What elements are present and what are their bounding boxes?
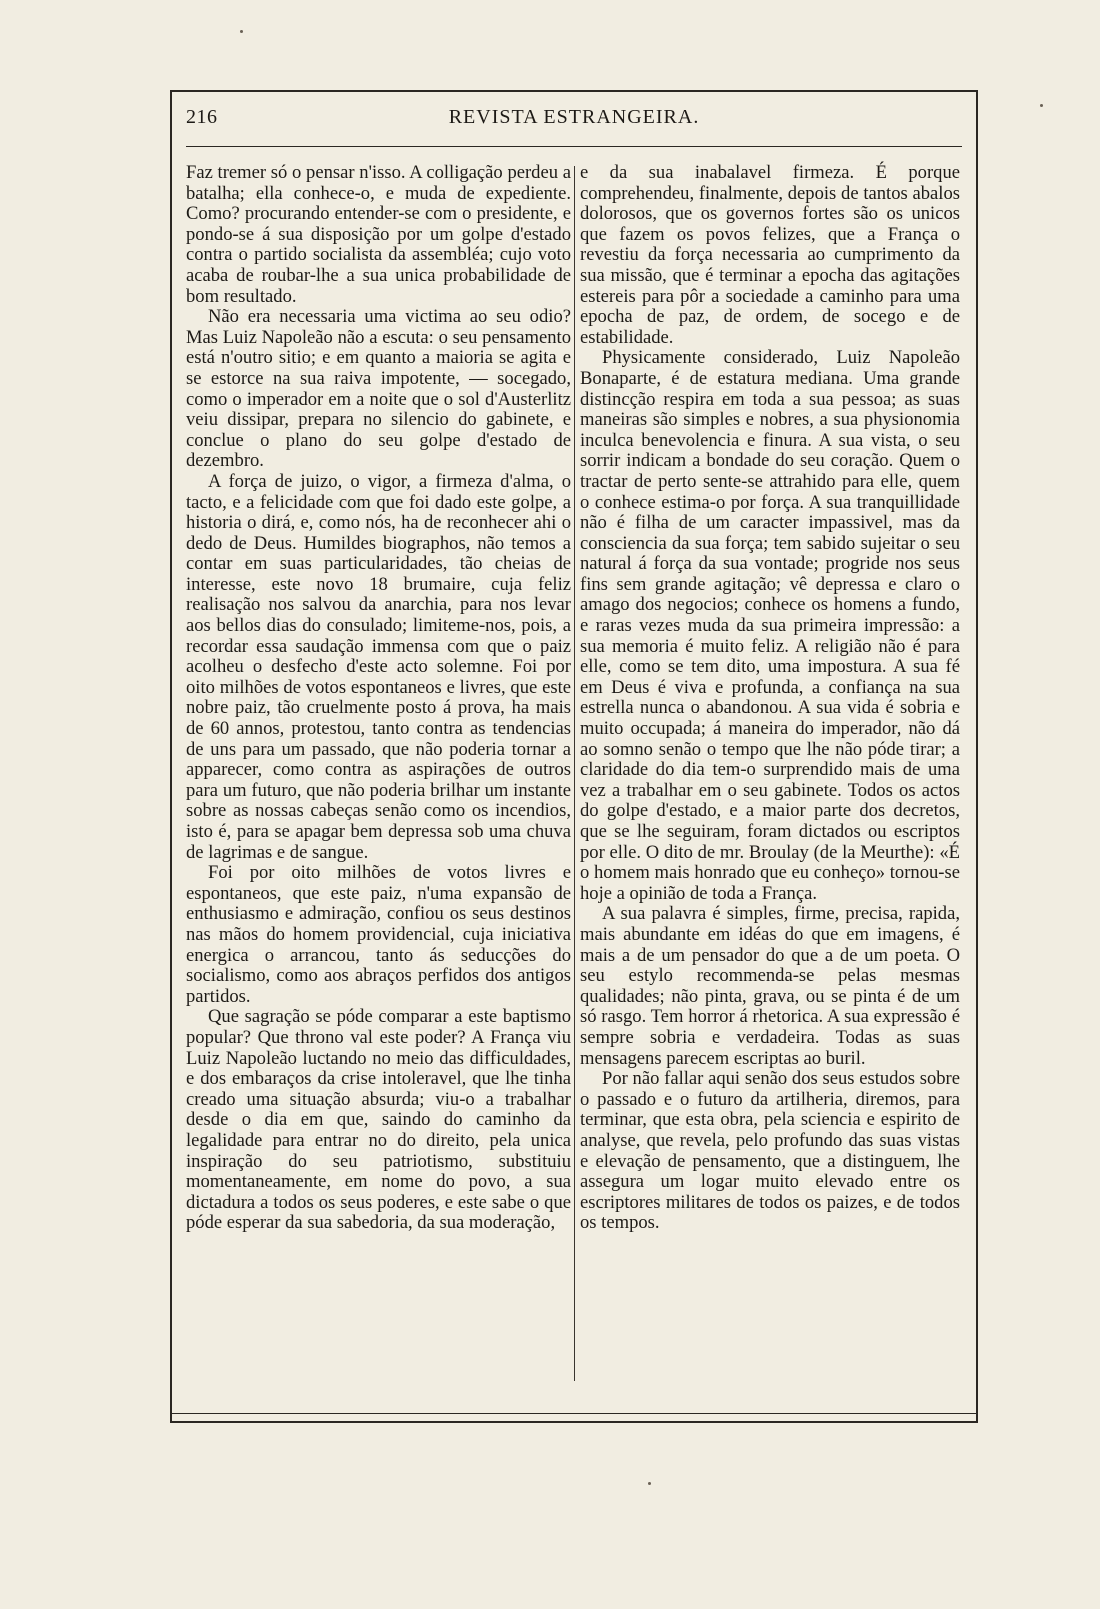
paragraph: Que sagração se póde comparar a este baptismo popular? Que throno val este poder? A França viu Luiz Napoleão luctando no meio das difficuldades, e dos embaraços da crise intoleravel, que lhe tinha creado uma situação absurda; viu-o a trabalhar desde o dia em que, saindo do caminho da legalidade para entrar no do direito, pela unica inspiração do seu patriotismo, substituiu momentaneamente, em nome do povo, a sua dictadura a todos os seus poderes, e este sabe o que póde esperar da sua sabedoria, da sua moderação,: [186, 1006, 571, 1234]
paragraph: Não era necessaria uma victima ao seu odio? Mas Luiz Napoleão não a escuta: o seu pensamento está n'outro sitio; e em quanto a maioria se agita e se estorce na sua raiva impotente, — socegado, como o imperador em a noite que o sol d'Austerlitz veiu dissipar, prepara no silencio do gabinete, e conclue o plano do seu golpe d'estado de dezembro.: [186, 306, 571, 472]
left-column: [186, 163, 571, 1234]
paragraph: Physicamente considerado, Luiz Napoleão Bonaparte, é de estatura mediana. Uma grande distincção respira em toda a sua pessoa; as suas maneiras são simples e nobres, a sua physionomia inculca benevolencia e finura. A sua vista, o seu sorrir indicam a bondade do seu coração. Quem o tractar de perto sente-se attrahido para elle, quem o conhece estima-o por força. A sua tranquillidade não é filha de um caracter impassivel, mas da consciencia da sua força; tem sabido sujeitar o seu natural á força da sua vontade; progride nos seus fins sem grande agitação; vê depressa e claro o amago dos negocios; conhece os homens a fundo, e raras vezes muda da sua primeira impressão: a sua memoria é muito feliz. A religião não é para elle, como se tem dito, uma impostura. A sua fé em Deus é viva e profunda, a confiança na sua estrella nunca o abandonou. A sua vida é sobria e muito occupada; á maneira do imperador, não dá ao somno senão o tempo que lhe não póde tirar; a claridade do dia tem-o surprendido mais de uma vez a trabalhar em o seu gabinete. Todos os actos do golpe d'estado, e a maior parte dos decretos, que se lhe seguiram, foram dictados ou escriptos por elle. O dito de mr. Broulay (de la Meurthe): «É o homem mais honrado que eu conheço» tornou-se hoje a opinião de toda a França.: [580, 347, 960, 904]
paragraph: A força de juizo, o vigor, a firmeza d'alma, o tacto, e a felicidade com que foi dado este golpe, a historia o dirá, e, como nós, ha de reconhecer ahi o dedo de Deus. Humildes biographos, não temos a contar em suas particularidades, tão cheias de interesse, este novo 18 brumaire, cuja feliz realisação nos salvou da anarchia, para nos levar aos bellos dias do consulado; limiteme-nos, pois, a recordar essa saudação immensa com que o paiz acolheu o desfecho d'este acto solemne. Foi por oito milhões de votos espontaneos e livres, que este nobre paiz, tão cruelmente posto á prova, ha mais de 60 annos, protestou, tanto contra as tendencias de uns para um passado, que não poderia tornar a apparecer, como contra as aspirações de outros para um futuro, que não poderia brilhar um instante sobre as nossas cabeças senão como os incendios, isto é, para se apagar bem depressa sob uma chuva de lagrimas e de sangue.: [186, 470, 571, 863]
paragraph: A sua palavra é simples, firme, precisa, rapida, mais abundante em idéas do que em imagens, é mais a de um pensador do que a de um poeta. O seu estylo recommenda-se pelas mesmas qualidades; não pinta, grava, ou se pinta é de um só rasgo. Tem horror á rhetorica. A sua expressão é sempre sobria e verdadeira. Todas as suas mensagens parecem escriptas ao buril.: [580, 903, 960, 1069]
paragraph: Faz tremer só o pensar n'isso. A colligação perdeu a batalha; ella conhece-o, e muda de expediente. Como? procurando entender-se com o presidente, e pondo-se á sua disposição por um golpe d'estado contra o partido socialista da assembléa; cujo voto acaba de roubar-lhe a sua unica probabilidade de bom resultado.: [186, 162, 571, 307]
paper-speck: [1040, 104, 1043, 107]
right-column: [580, 163, 960, 1234]
paper-speck: [648, 1482, 651, 1485]
paragraph: Por não fallar aqui senão dos seus estudos sobre o passado e o futuro da artilheria, diremos, para terminar, que esta obra, pela sciencia e espirito de analyse, que revela, pelo profundo das suas vistas e elevação de pensamento, que a distinguem, lhe assegura um logar muito elevado entre os escriptores militares de todos os paizes, e de todos os tempos.: [580, 1068, 960, 1234]
paragraph: e da sua inabalavel firmeza. É porque comprehendeu, finalmente, depois de tantos abalos dolorosos, que os governos fortes são os unicos que fazem os povos felizes, que a França o revestiu da força necessaria ao cumprimento da sua missão, que é terminar a epocha das agitações estereis para pôr a sociedade a caminho para uma epocha de paz, de ordem, de socego e de estabilidade.: [580, 162, 960, 348]
running-title: REVISTA ESTRANGEIRA.: [448, 106, 700, 128]
paragraph: Foi por oito milhões de votos livres e espontaneos, que este paiz, n'uma expansão de enthusiasmo e admiração, confiou os seus destinos nas mãos do homem providencial, cuja iniciativa energica o arrancou, tanto ás seducções do socialismo, como aos abraços perfidos dos antigos partidos.: [186, 862, 571, 1007]
page-header: [186, 106, 962, 134]
paper-speck: [240, 30, 243, 33]
column-divider: [574, 166, 575, 1381]
page-number: 216: [186, 106, 218, 128]
header-rule: [186, 146, 962, 147]
footer-rule: [170, 1413, 978, 1414]
